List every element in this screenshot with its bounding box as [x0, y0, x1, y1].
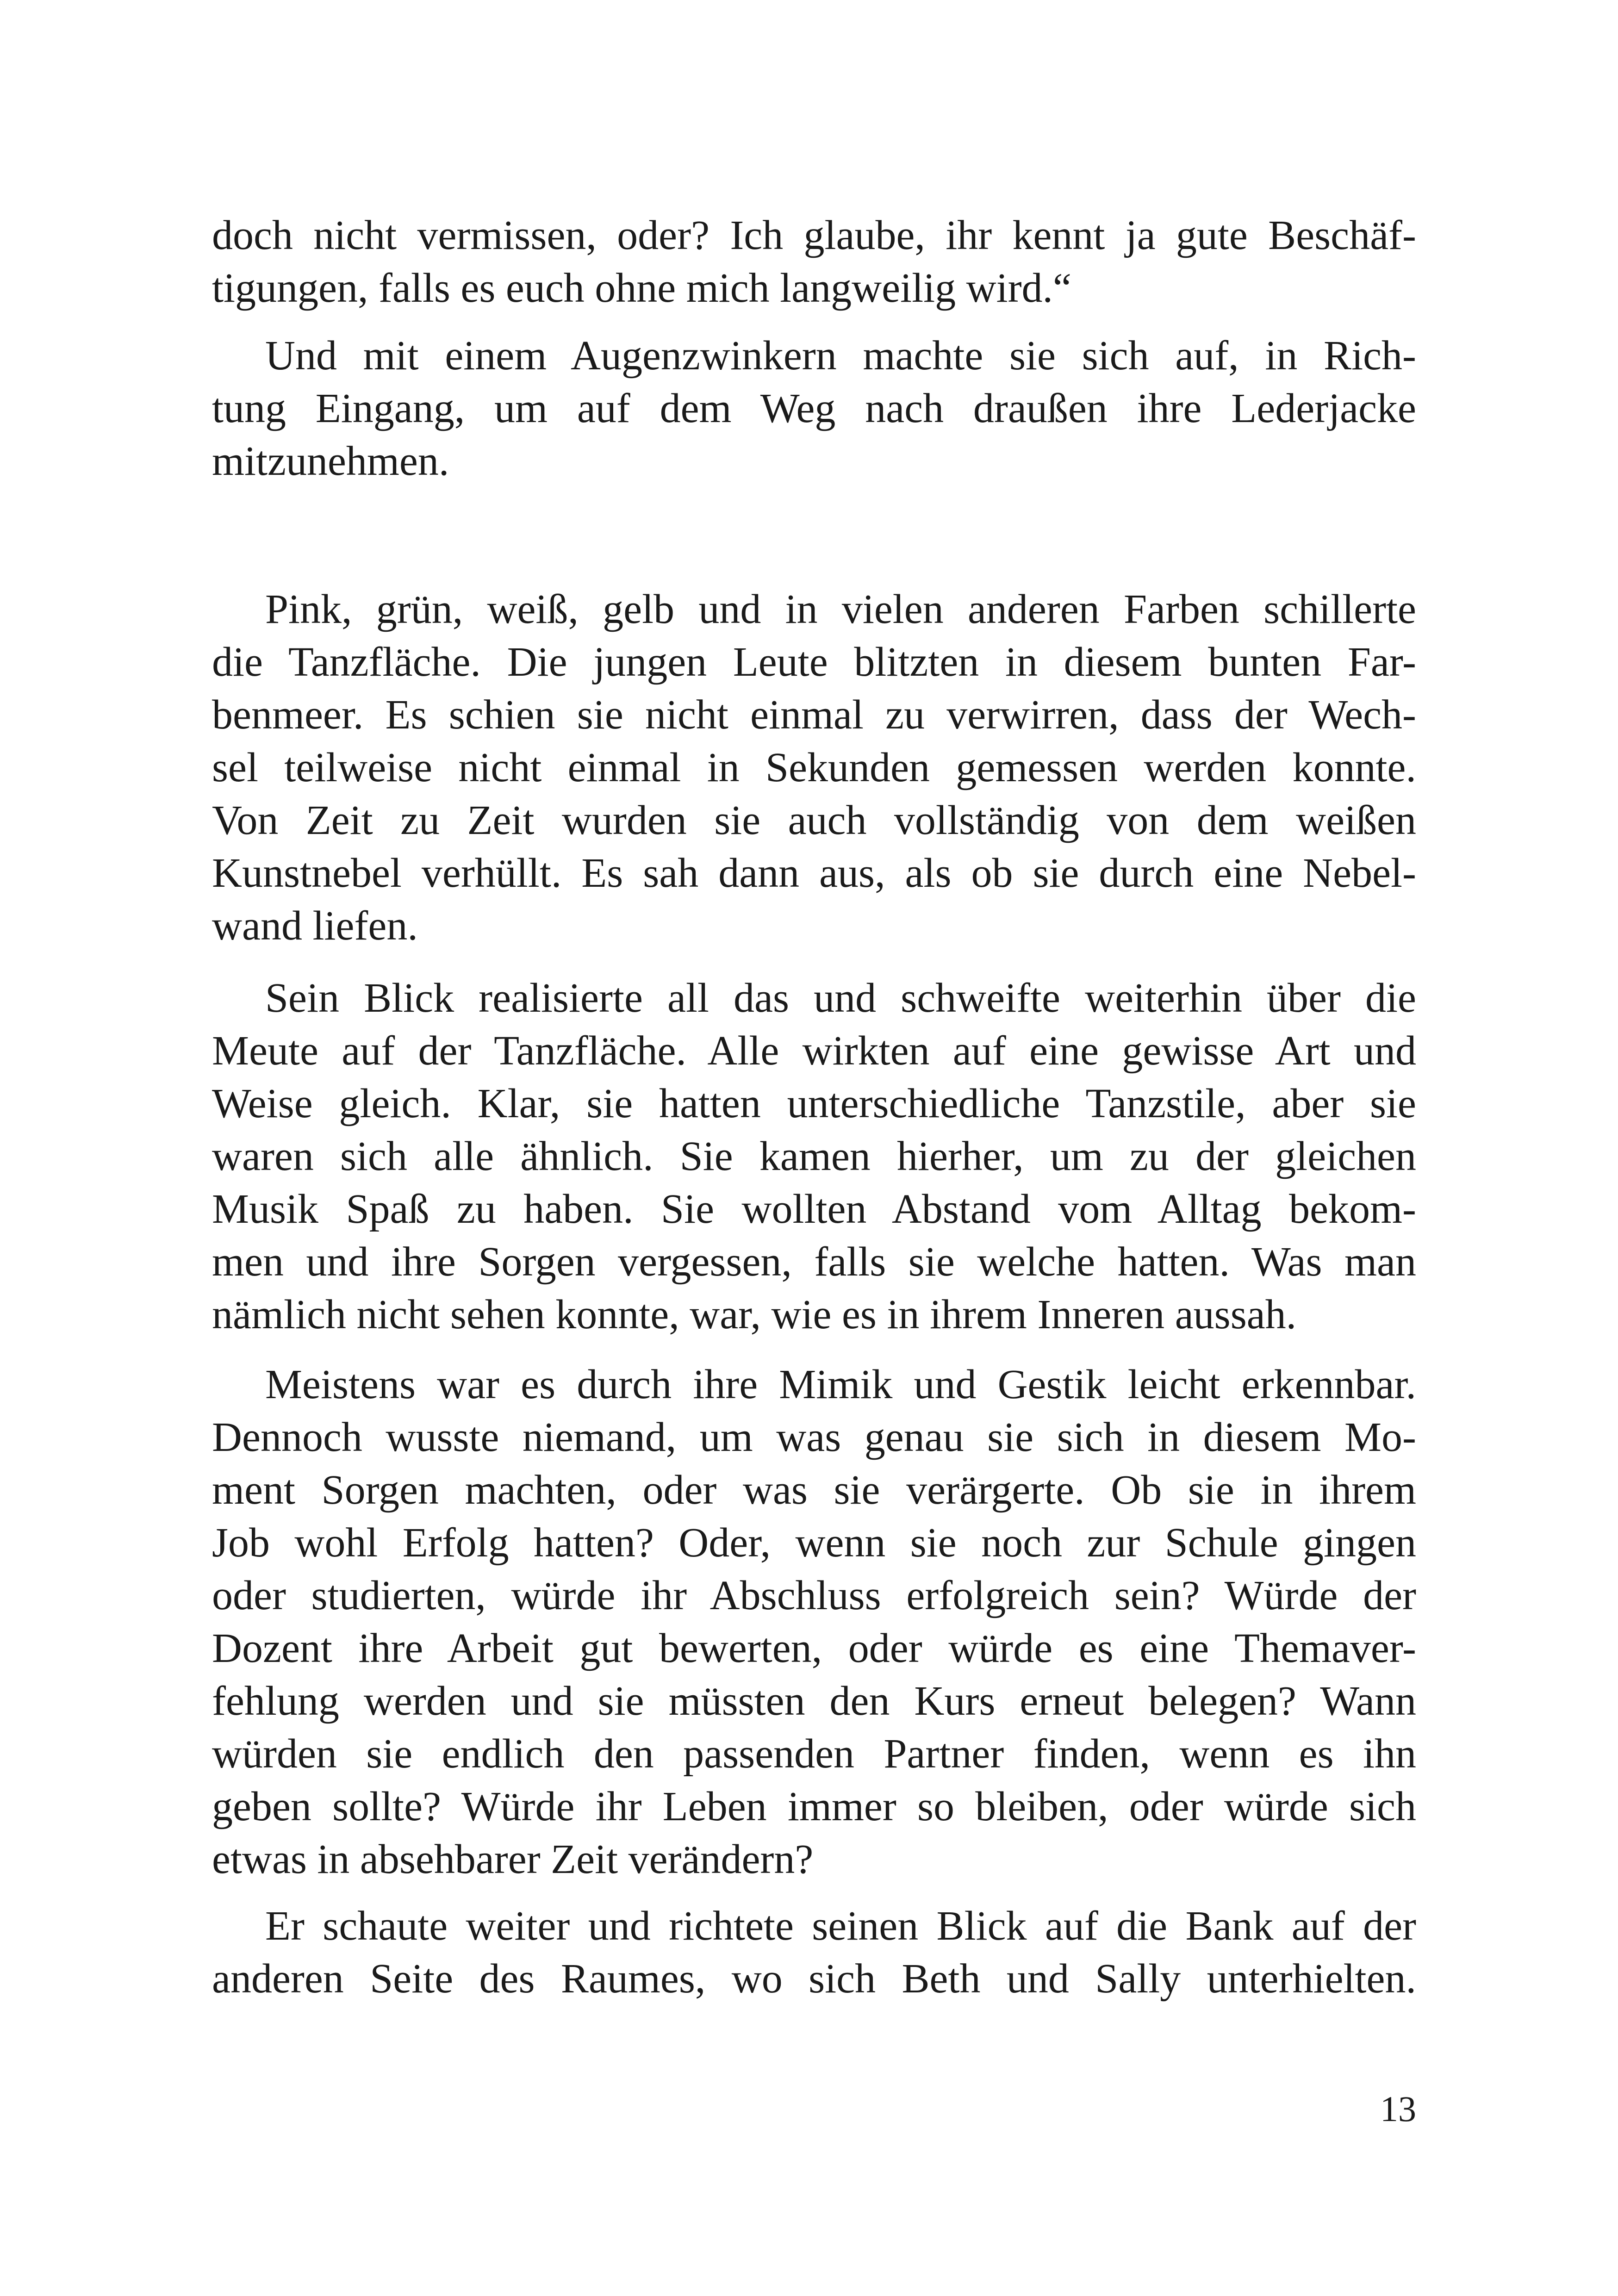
- text-line: sel teilweise nicht einmal in Sekunden gemessen werden konnte.: [212, 745, 1416, 790]
- text-line: Von Zeit zu Zeit wurden sie auch vollständig von dem weißen: [212, 797, 1416, 843]
- text-line: Meute auf der Tanzfläche. Alle wirkten auf eine gewisse Art und: [212, 1028, 1416, 1074]
- text-line: tigungen, falls es euch ohne mich langweilig wird.“: [212, 265, 1071, 311]
- paragraph-4: [212, 972, 1416, 1341]
- text-line: Musik Spaß zu haben. Sie wollten Abstand vom Alltag bekom-: [212, 1186, 1416, 1232]
- paragraph-5: [212, 1358, 1416, 1886]
- text-line: Job wohl Erfolg hatten? Oder, wenn sie noch zur Schule gingen: [212, 1520, 1416, 1566]
- text-line: Dozent ihre Arbeit gut bewerten, oder würde es eine Themaver-: [212, 1625, 1416, 1671]
- text-line: nämlich nicht sehen konnte, war, wie es in ihrem Inneren aussah.: [212, 1292, 1297, 1338]
- paragraph-1: [212, 209, 1416, 315]
- text-line: ment Sorgen machten, oder was sie verärgerte. Ob sie in ihrem: [212, 1467, 1416, 1513]
- text-line: Pink, grün, weiß, gelb und in vielen anderen Farben schillerte: [265, 586, 1416, 632]
- text-line: geben sollte? Würde ihr Leben immer so bleiben, oder würde sich: [212, 1784, 1416, 1829]
- paragraph-3: [212, 583, 1416, 952]
- text-line: benmeer. Es schien sie nicht einmal zu verwirren, dass der Wech-: [212, 692, 1416, 738]
- page-number: 13: [1380, 2089, 1416, 2129]
- text-line: doch nicht vermissen, oder? Ich glaube, ihr kennt ja gute Beschäf-: [212, 212, 1416, 258]
- text-line: Weise gleich. Klar, sie hatten unterschiedliche Tanzstile, aber sie: [212, 1081, 1416, 1126]
- text-line: Dennoch wusste niemand, um was genau sie sich in diesem Mo-: [212, 1414, 1416, 1460]
- text-line: men und ihre Sorgen vergessen, falls sie welche hatten. Was man: [212, 1239, 1416, 1285]
- paragraph-2: [212, 330, 1416, 488]
- text-line: fehlung werden und sie müssten den Kurs erneut belegen? Wann: [212, 1678, 1416, 1724]
- text-line: Meistens war es durch ihre Mimik und Gestik leicht erkennbar.: [265, 1362, 1416, 1407]
- text-line: Kunstnebel verhüllt. Es sah dann aus, als ob sie durch eine Nebel-: [212, 850, 1416, 896]
- text-line: Er schaute weiter und richtete seinen Blick auf die Bank auf der: [265, 1903, 1416, 1949]
- text-line: anderen Seite des Raumes, wo sich Beth und Sally unterhielten.: [212, 1956, 1416, 2002]
- text-line: mitzunehmen.: [212, 438, 449, 484]
- text-line: Und mit einem Augenzwinkern machte sie sich auf, in Rich-: [265, 333, 1416, 379]
- text-line: oder studierten, würde ihr Abschluss erfolgreich sein? Würde der: [212, 1573, 1416, 1618]
- text-line: die Tanzfläche. Die jungen Leute blitzten in diesem bunten Far-: [212, 639, 1416, 685]
- text-line: würden sie endlich den passenden Partner finden, wenn es ihn: [212, 1731, 1416, 1777]
- text-line: Sein Blick realisierte all das und schweifte weiterhin über die: [265, 975, 1416, 1021]
- text-line: etwas in absehbarer Zeit verändern?: [212, 1836, 814, 1882]
- text-line: wand liefen.: [212, 903, 418, 949]
- text-line: tung Eingang, um auf dem Weg nach draußen ihre Lederjacke: [212, 386, 1416, 431]
- text-line: waren sich alle ähnlich. Sie kamen hierher, um zu der gleichen: [212, 1133, 1416, 1179]
- paragraph-6: [212, 1900, 1416, 2005]
